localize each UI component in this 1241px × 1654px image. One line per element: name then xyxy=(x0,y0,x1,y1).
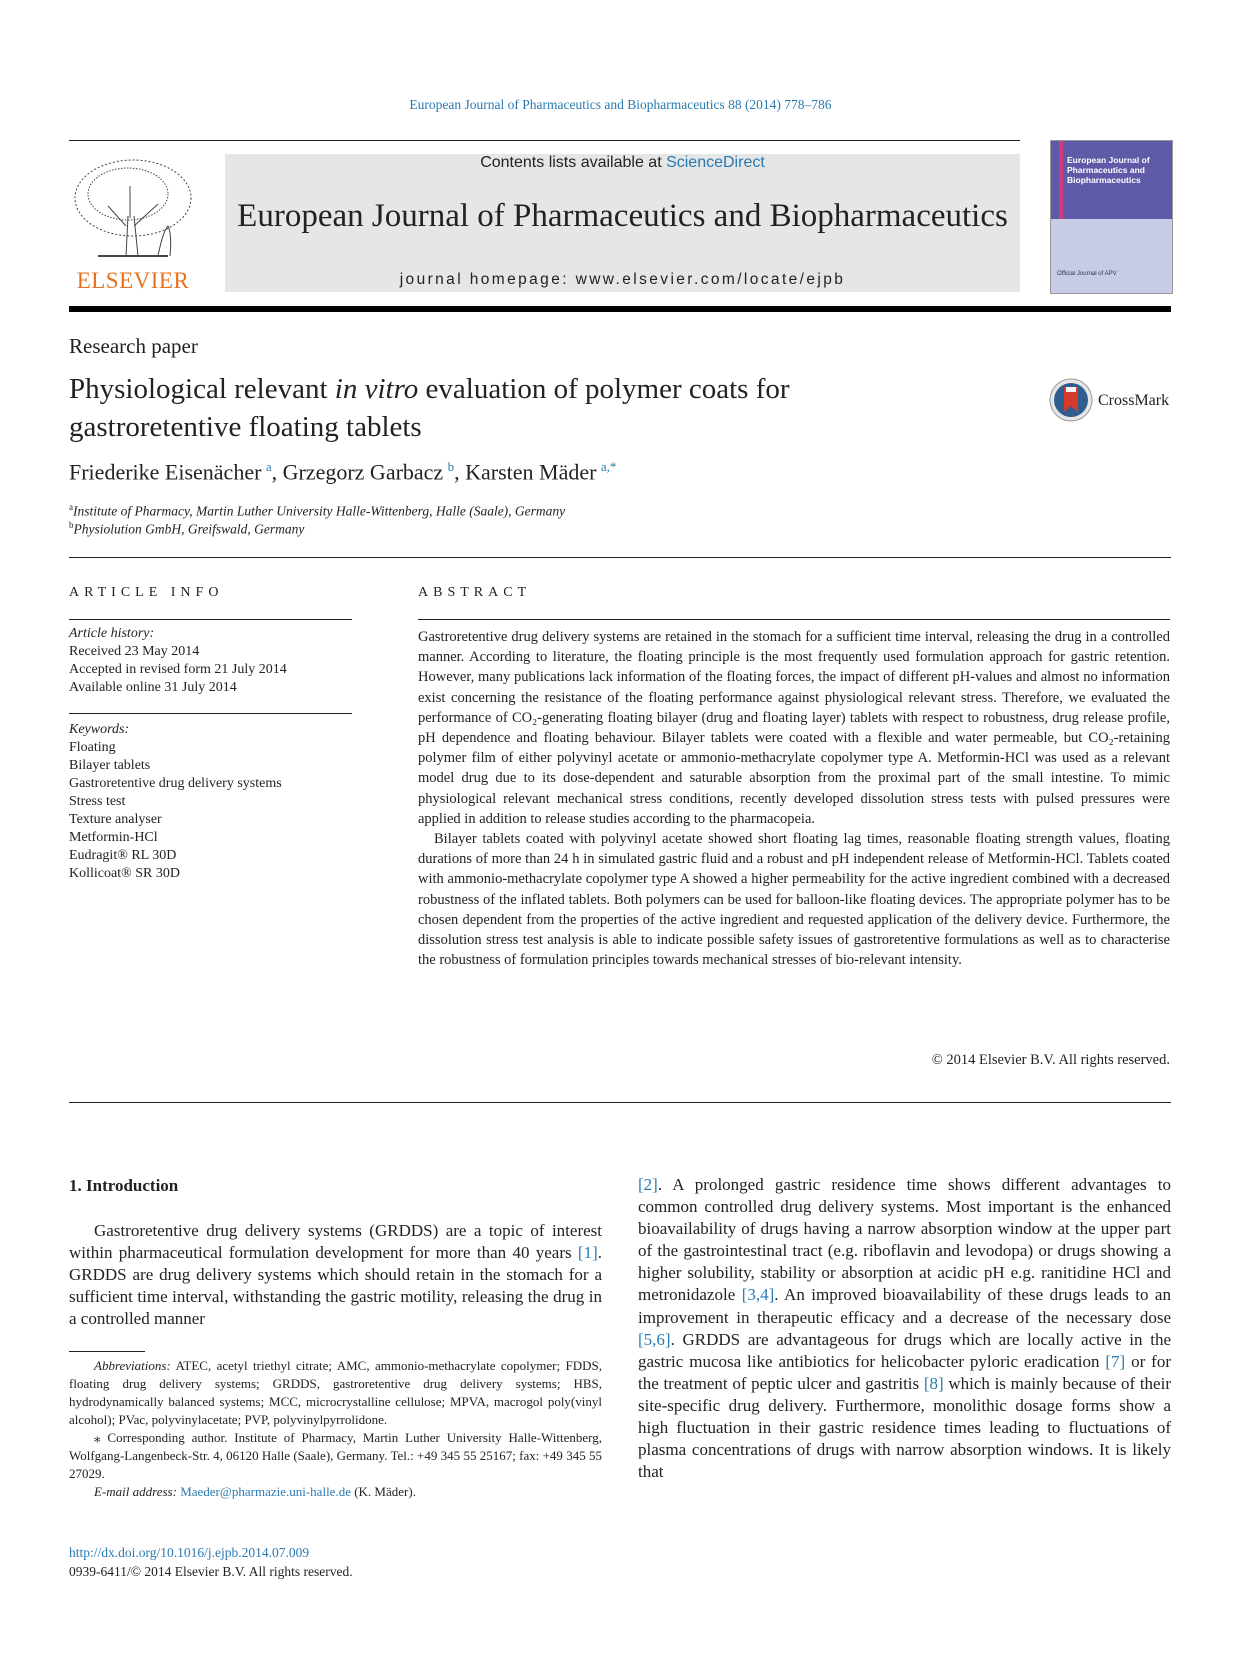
keyword: Texture analyser xyxy=(69,812,162,827)
cover-title: European Journal of Pharmaceutics and Biopharmaceutics xyxy=(1067,155,1150,185)
abstract-paragraph: Bilayer tablets coated with polyvinyl acetate showed short floating lag times, reasonable floating strength values, floating durations of more than 24 h in simulated gastric fluid and a robust and pH independent release of Metformin-HCl. Tablets coated with ammonio-methacrylate copolymer type A showed a higher permeability for the active ingredient combined with a decreased robustness of the inflated tablets. Both polymers can be used for balloon-like floating devices. The appropriate polymer has to be chosen dependent from the properties of the active ingredient and requested application of the delivery device. Furthermore, the dissolution stress test analysis is able to indicate possible safety issues of gastroretentive formulations as well as to characterise the robustness of formulation principles towards mechanical stresses of bio-relevant intensity. xyxy=(418,831,1170,969)
keyword: Bilayer tablets xyxy=(69,758,151,773)
sciencedirect-link[interactable]: ScienceDirect xyxy=(666,154,765,171)
article-footer xyxy=(69,1543,353,1581)
abstract-paragraph: Gastroretentive drug delivery systems are retained in the stomach for a sufficient time interval, releasing the drug in a controlled manner. According to literature, the floating principle is the most frequently used formulation approach for gastric retention. However, many publications lack information of the floating forces, the impact of different pH-values and almost no information exist concerning the resistance of the floating performance against physiological relevant stress. Therefore, we evaluated the performance of CO₂-generating floating bilayer (drug and floating layer) tablets with respect to robustness, drug release profile, pH dependence and floating behaviour. Bilayer tablets were coated with a flexible and water permeable, but CO₂-retaining polymer film of either polyvinyl acetate or ammonio-methacrylate copolymer type A. Metformin-HCl was used as a relevant model drug due to its dose-dependent and saturable absorption from the proximal part of the small intestine. To mimic physiological relevant mechanical stress conditions, recently developed dissolution stress tests with pulsed pressures were applied in addition to release studies according to the pharmacopeia. xyxy=(418,629,1170,827)
citation-link[interactable]: [7] xyxy=(1105,1351,1126,1371)
journal-homepage[interactable]: journal homepage: www.elsevier.com/locate/ejpb xyxy=(399,271,846,288)
elsevier-tree-icon xyxy=(68,156,198,266)
elsevier-logo xyxy=(68,156,198,292)
history-item: Accepted in revised form 21 July 2014 xyxy=(69,662,287,677)
cover-footer: Official Journal of APV xyxy=(1057,271,1117,277)
keyword: Gastroretentive drug delivery systems xyxy=(69,776,282,791)
divider xyxy=(69,1102,1171,1103)
affiliation: $^b$Physiolution GmbH, Greifswald, Germany xyxy=(69,520,305,537)
divider xyxy=(418,619,1170,620)
divider xyxy=(69,713,352,714)
author-email-link[interactable]: Maeder@pharmazie.uni-halle.de xyxy=(180,1484,351,1499)
author-name[interactable]: Karsten Mäder xyxy=(465,459,597,485)
divider xyxy=(69,619,352,620)
citation-link[interactable]: [2] xyxy=(638,1175,658,1194)
contents-line: Contents lists available at ScienceDirect xyxy=(480,154,765,171)
citation-link[interactable]: [5,6] xyxy=(638,1329,671,1349)
author-name[interactable]: Grzegorz Garbacz xyxy=(282,459,444,485)
author-list: Friederike Eisenächer $^a$, Grzegorz Garbacz $^b$, Karsten Mäder $^{a,*}$ xyxy=(69,459,617,485)
section-heading: 1. Introduction xyxy=(69,1176,179,1195)
header-thick-rule xyxy=(69,306,1171,312)
section-type: Research paper xyxy=(69,334,198,358)
footnotes: Abbreviations: ATEC, acetyl triethyl citrate; AMC, ammonio-methacrylate copolymer; FDDS, floating drug delivery systems; GRDDS, gastroretentive drug delivery systems; HBS, hydrodynamically balanced systems; MCC, microcrystalline cellulose; MPVA, macrogol poly(vinyl alcohol); PVac, polyvinylacetate; PVP, polyvinylpyrrolidone. ⁎ Corresponding author. Institute of Pharmacy, Martin Luther University Halle-Wittenberg, Wolfgang-Langenbeck-Str. 4, 06120 Halle (Saale), Germany. Tel.: +49 345 55 25167; fax: +49 345 55 27029. E-mail address: Maeder@pharmazie.uni-halle.de (K. Mäder). xyxy=(69,1358,602,1499)
citation-link[interactable]: [8] xyxy=(923,1373,944,1393)
keyword: Floating xyxy=(69,740,116,755)
article-title: Physiological relevant in vitro evaluation of polymer coats for gastroretentive floating tablets xyxy=(69,373,790,443)
history-item: Received 23 May 2014 xyxy=(69,644,200,659)
intro-left-column: Gastroretentive drug delivery systems (GRDDS) are a topic of interest within pharmaceutical formulation development for more than 40 years [1]. GRDDS are drug delivery systems which should retain in the stomach for a sufficient time interval, withstanding the gastric motility, releasing the drug in a controlled manner xyxy=(69,1221,602,1329)
keyword: Eudragit® RL 30D xyxy=(69,848,177,863)
journal-title: European Journal of Pharmaceutics and Biopharmaceutics xyxy=(237,198,1008,234)
issn-line: 0939-6411/© 2014 Elsevier B.V. All rights reserved. xyxy=(69,1564,353,1579)
keyword: Stress test xyxy=(69,794,126,809)
divider xyxy=(69,557,1171,558)
header-top-rule xyxy=(69,140,1020,141)
keywords: Keywords: Floating Bilayer tablets Gastroretentive drug delivery systems Stress test Texture analyser Metformin-HCl Eudragit® RL 30D Kollicoat® SR 30D xyxy=(69,722,282,881)
crossmark-badge[interactable] xyxy=(1049,378,1093,427)
intro-right-column: [2]. A prolonged gastric residence time shows different advantages to common controlled drug delivery systems. Most important is the enhanced bioavailability of drugs having a narrow absorption window at the upper part of the gastrointestinal tract (e.g. riboflavin and levodopa) or drugs showing a higher solubility, stability or absorption at acidic pH e.g. ranitidine HCl and metronidazole [3,4]. An improved bioavailability of these drugs leads to an improvement in therapeutic efficacy and a decrease of the necessary dose [5,6]. GRDDS are advantageous for drugs which are locally active in the gastric mucosa like antibiotics for helicobacter pyloric eradication [7] or for the treatment of peptic ulcer and gastritis [8] which is mainly because of their site-specific drug delivery. Furthermore, monolithic dosage forms show a high fluctuation in their gastric residence times leading to fluctuations of plasma concentrations of drugs with narrow absorption windows. It is likely that xyxy=(638,1175,1172,1482)
doi-link[interactable]: http://dx.doi.org/10.1016/j.ejpb.2014.07.009 xyxy=(69,1545,310,1560)
journal-reference[interactable]: European Journal of Pharmaceutics and Biopharmaceutics 88 (2014) 778–786 xyxy=(409,97,832,112)
article-info-heading: ARTICLE INFO xyxy=(69,585,224,600)
abstract-copyright: © 2014 Elsevier B.V. All rights reserved. xyxy=(931,1052,1170,1068)
crossmark-icon xyxy=(1049,378,1093,422)
history-item: Available online 31 July 2014 xyxy=(69,680,237,695)
citation-link[interactable]: [3,4] xyxy=(741,1285,775,1305)
article-history: Article history: Received 23 May 2014 Accepted in revised form 21 July 2014 Available online 31 July 2014 xyxy=(69,626,287,695)
publisher-name: ELSEVIER xyxy=(76,268,190,293)
footnote-rule xyxy=(69,1351,145,1352)
keyword: Metformin-HCl xyxy=(69,830,158,845)
citation-link[interactable]: [1] xyxy=(577,1243,598,1263)
journal-cover-thumbnail xyxy=(1050,140,1173,294)
affiliation: $^a$Institute of Pharmacy, Martin Luther University Halle-Wittenberg, Halle (Saale), Germany xyxy=(69,502,566,519)
crossmark-label[interactable]: CrossMark xyxy=(1098,392,1170,409)
author-name[interactable]: Friederike Eisenächer xyxy=(69,459,262,485)
abstract-heading: ABSTRACT xyxy=(418,585,532,600)
keyword: Kollicoat® SR 30D xyxy=(69,866,180,881)
abstract-body xyxy=(418,627,1170,970)
